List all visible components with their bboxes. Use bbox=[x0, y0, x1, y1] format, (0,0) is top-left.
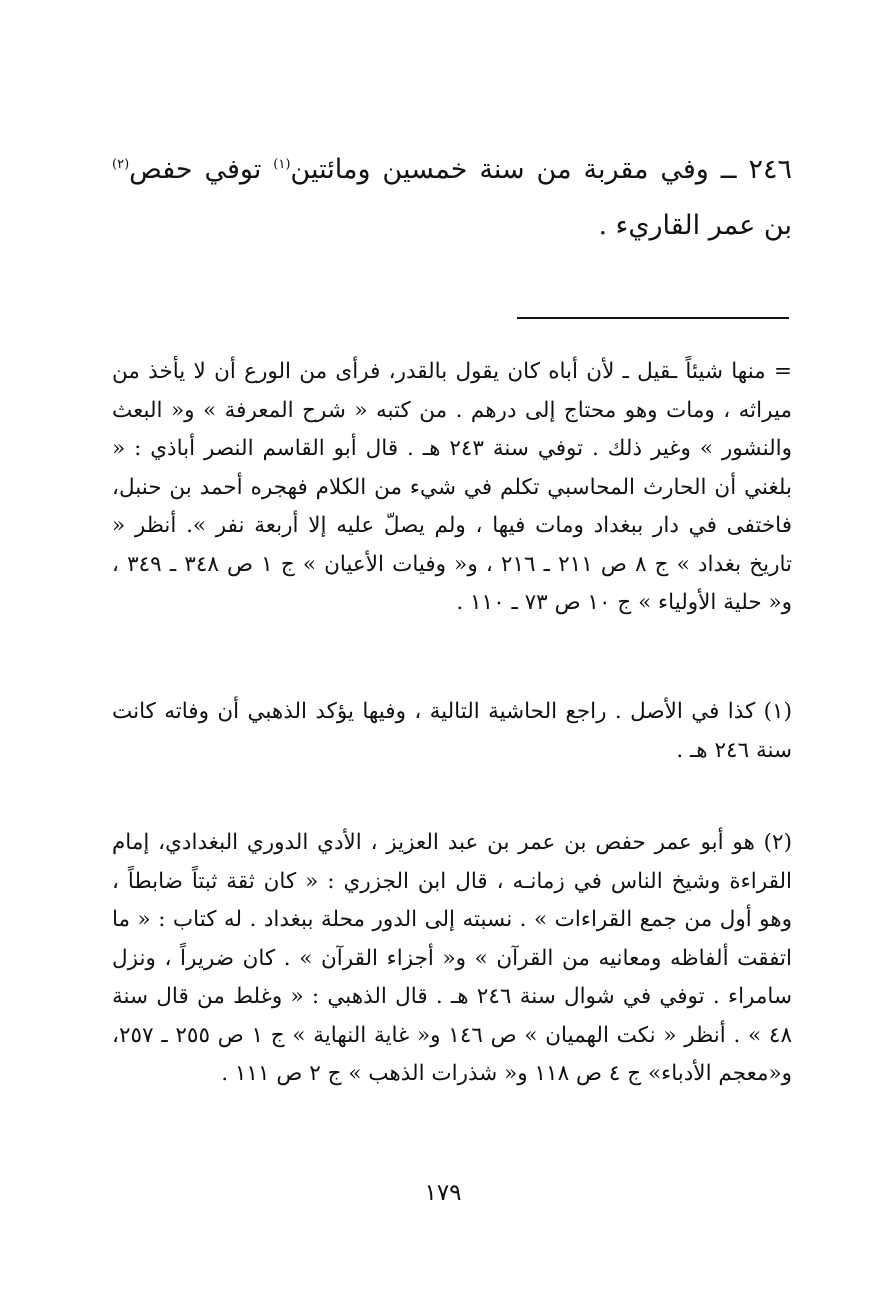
footnote-ref-1: (١) bbox=[273, 157, 291, 172]
entry-text-end: بن عمر القاريء . bbox=[598, 210, 792, 241]
footnote-2-text: (٢) هو أبو عمر حفص بن عمر بن عبد العزيز ، الأدي الدوري البغدادي، إمام القراءة وشيخ الناس في زمانـه ، قال ابن الجزري : « كان ثقة ثبتاً ضابطاً ، وهو أول من جمع القراءات » . نسبته إلى الدور محلة ببغداد . له كتاب : « ما اتفقت ألفاظه ومعانيه من القرآن » و« أجزاء القرآن » . كان ضريراً ، ونزل سامراء . توفي في شوال سنة ٢٤٦ هـ . قال الذهبي : « وغلط من قال سنة ٤٨ » . أنظر « نكت الهميان » ص ١٤٦ و« غاية النهاية » ج ١ ص ٢٥٥ ـ ٢٥٧، و«معجم الأدباء» ج ٤ ص ١١٨ و« شذرات الذهب » ج ٢ ص ١١١ . bbox=[112, 830, 792, 1086]
footnote-divider bbox=[517, 317, 789, 319]
footnote-ref-2: (٢) bbox=[112, 157, 130, 172]
page-number: ١٧٩ bbox=[424, 1180, 462, 1206]
footnote-1-text: (١) كذا في الأصل . راجع الحاشية التالية ، وفيها يؤكد الذهبي أن وفاته كانت سنة ٢٤٦ هـ . bbox=[112, 699, 792, 763]
main-text bbox=[112, 142, 792, 254]
footnote-continuation bbox=[112, 353, 792, 623]
footnote-1 bbox=[112, 693, 792, 770]
entry-text-mid: توفي حفص bbox=[129, 154, 274, 185]
main-entry-paragraph bbox=[112, 142, 792, 254]
footnote-continuation-text: = منها شيئاً ـقيل ـ لأن أباه كان يقول بالقدر، فرأى من الورع أن لا يأخذ من ميراثه ، ومات وهو محتاج إلى درهم . من كتبه « شرح المعرفة » و« البعث والنشور » وغير ذلك . توفي سنة ٢٤٣ هـ . قال أبو القاسم النصر أباذي : « بلغني أن الحارث المحاسبي تكلم في شيء من الكلام فهجره أحمد بن حنبل، فاختفى في دار ببغداد ومات فيها ، ولم يصلّ عليه إلا أربعة نفر ». أنظر « تاريخ بغداد » ج ٨ ص ٢١١ ـ ٢١٦ ، و« وفيات الأعيان » ج ١ ص ٣٤٨ ـ ٣٤٩ ، و« حلية الأولياء » ج ١٠ ص ٧٣ ـ ١١٠ . bbox=[112, 359, 793, 615]
footnote-2 bbox=[112, 824, 792, 1094]
entry-text: ٢٤٦ ــ وفي مقربة من سنة خمسين ومائتين bbox=[290, 154, 793, 185]
